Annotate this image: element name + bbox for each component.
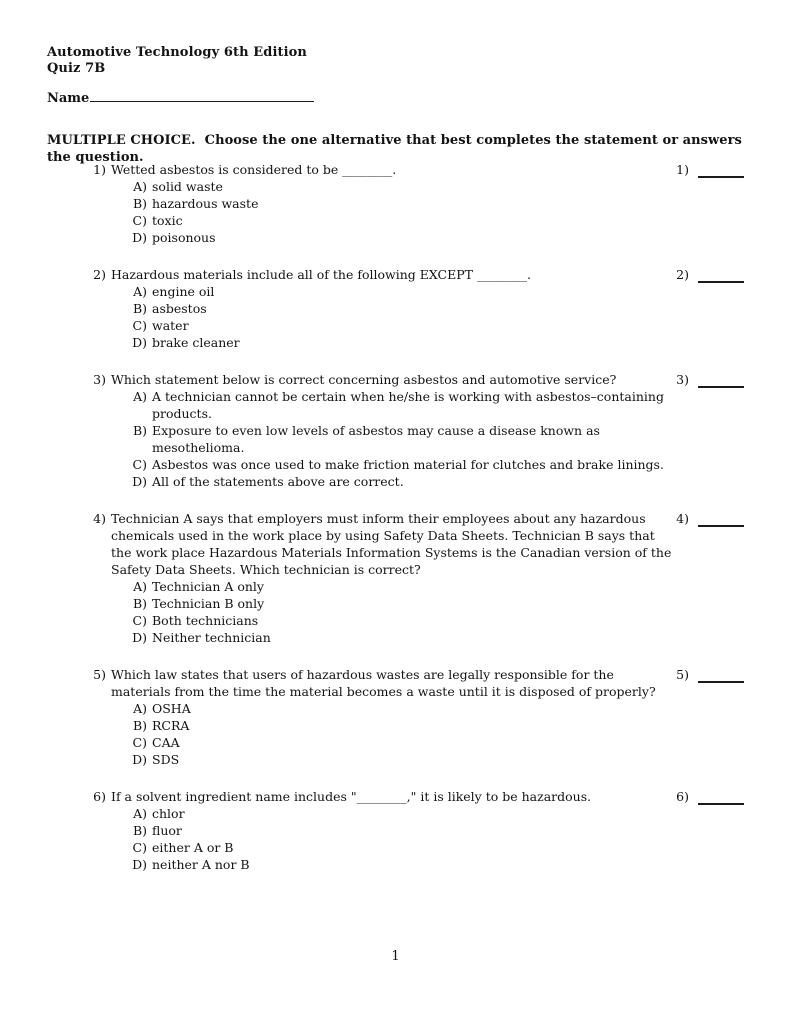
- answer-option: [129, 388, 673, 422]
- answer-option: [129, 334, 673, 351]
- question-block: [90, 666, 745, 768]
- option-text: OSHA: [152, 701, 191, 716]
- answer-cell: [673, 510, 745, 646]
- answer-option: [129, 717, 673, 734]
- answer-option: [129, 856, 673, 873]
- option-text: A technician cannot be certain when he/she is working with asbestos–containing products.: [152, 389, 664, 421]
- question-main: [90, 510, 673, 646]
- question-body: [111, 161, 673, 246]
- answer-blank[interactable]: [698, 371, 744, 388]
- option-text: Technician B only: [152, 596, 265, 611]
- option-text: Technician A only: [152, 579, 264, 594]
- answer-option: [129, 751, 673, 768]
- option-text: Asbestos was once used to make friction material for clutches and brake linings.: [152, 457, 664, 472]
- answer-number: 6): [676, 789, 689, 804]
- option-letter: B): [132, 596, 147, 611]
- answer-option: [129, 822, 673, 839]
- question-block: [90, 371, 745, 490]
- question-number: 6): [93, 789, 106, 804]
- answer-blank[interactable]: [698, 788, 744, 805]
- answer-cell: [673, 788, 745, 873]
- answer-option: [129, 456, 673, 473]
- question-body: [111, 788, 673, 873]
- questions-list: [90, 161, 745, 893]
- option-text: CAA: [152, 735, 180, 750]
- question-main: [90, 266, 673, 351]
- question-body: [111, 371, 673, 490]
- option-letter: A): [133, 701, 147, 716]
- answer-blank[interactable]: [698, 266, 744, 283]
- answer-blank[interactable]: [698, 510, 744, 527]
- question-options: [129, 178, 673, 246]
- question-number: 5): [93, 667, 106, 682]
- answer-option: [129, 473, 673, 490]
- answer-option: [129, 700, 673, 717]
- option-text: SDS: [152, 752, 180, 767]
- answer-option: [129, 805, 673, 822]
- answer-option: [129, 734, 673, 751]
- name-fill-line[interactable]: [90, 87, 314, 102]
- answer-cell: [673, 666, 745, 768]
- option-letter: A): [133, 389, 147, 404]
- question-options: [129, 578, 673, 646]
- answer-option: [129, 300, 673, 317]
- question-main: [90, 788, 673, 873]
- option-text: either A or B: [152, 840, 234, 855]
- answer-option: [129, 229, 673, 246]
- page-number: 1: [391, 949, 400, 964]
- question-options: [129, 388, 673, 490]
- option-text: poisonous: [152, 230, 216, 245]
- answer-number: 4): [676, 511, 689, 526]
- answer-option: [129, 839, 673, 856]
- answer-number: 5): [676, 667, 689, 682]
- answer-blank[interactable]: [698, 666, 744, 683]
- answer-option: [129, 629, 673, 646]
- question-text: Which law states that users of hazardous wastes are legally responsible for the materials from the time the material becomes a waste until it is disposed of properly?: [111, 667, 656, 699]
- option-letter: D): [132, 474, 147, 489]
- answer-cell: [673, 266, 745, 351]
- question-body: [111, 666, 673, 768]
- option-letter: B): [132, 196, 147, 211]
- option-text: brake cleaner: [152, 335, 240, 350]
- answer-option: [129, 422, 673, 456]
- answer-number: 3): [676, 372, 689, 387]
- option-letter: C): [132, 735, 147, 750]
- book-title: Automotive Technology 6th Edition: [47, 45, 307, 60]
- option-letter: C): [132, 613, 147, 628]
- question-main: [90, 161, 673, 246]
- option-letter: C): [132, 840, 147, 855]
- question-number: 1): [93, 162, 106, 177]
- question-text: Wetted asbestos is considered to be ________.: [111, 162, 397, 177]
- name-row: [47, 87, 314, 107]
- option-text: chlor: [152, 806, 185, 821]
- option-text: neither A nor B: [152, 857, 250, 872]
- option-letter: C): [132, 457, 147, 472]
- quiz-title: Quiz 7B: [47, 61, 106, 76]
- question-block: [90, 161, 745, 246]
- name-label: Name: [47, 91, 90, 106]
- option-text: RCRA: [152, 718, 190, 733]
- answer-option: [129, 317, 673, 334]
- answer-number: 1): [676, 162, 689, 177]
- option-letter: D): [132, 857, 147, 872]
- question-options: [129, 805, 673, 873]
- option-letter: B): [132, 823, 147, 838]
- option-letter: A): [133, 179, 147, 194]
- option-text: toxic: [152, 213, 183, 228]
- option-letter: A): [133, 579, 147, 594]
- option-letter: D): [132, 630, 147, 645]
- option-letter: D): [132, 230, 147, 245]
- option-letter: A): [133, 284, 147, 299]
- answer-cell: [673, 371, 745, 490]
- option-text: engine oil: [152, 284, 215, 299]
- option-letter: B): [132, 718, 147, 733]
- answer-number: 2): [676, 267, 689, 282]
- option-text: Neither technician: [152, 630, 271, 645]
- answer-option: [129, 212, 673, 229]
- question-text: Which statement below is correct concerning asbestos and automotive service?: [111, 372, 617, 387]
- question-number: 4): [93, 511, 106, 526]
- page-footer: [0, 948, 791, 965]
- question-main: [90, 371, 673, 490]
- question-body: [111, 266, 673, 351]
- question-text: Hazardous materials include all of the following EXCEPT ________.: [111, 267, 531, 282]
- question-text: Technician A says that employers must inform their employees about any hazardous chemicals used in the work place by using Safety Data Sheets. Technician B says that the work place Hazardous Materials Information Systems is the Canadian version of the Safety Data Sheets. Which technician is correct?: [111, 511, 672, 577]
- option-text: fluor: [152, 823, 182, 838]
- answer-option: [129, 195, 673, 212]
- option-text: solid waste: [152, 179, 223, 194]
- answer-option: [129, 283, 673, 300]
- answer-option: [129, 612, 673, 629]
- question-main: [90, 666, 673, 768]
- question-number: 3): [93, 372, 106, 387]
- question-number: 2): [93, 267, 106, 282]
- option-letter: C): [132, 318, 147, 333]
- answer-option: [129, 595, 673, 612]
- question-text: If a solvent ingredient name includes "________," it is likely to be hazardous.: [111, 789, 592, 804]
- question-body: [111, 510, 673, 646]
- question-options: [129, 700, 673, 768]
- answer-blank[interactable]: [698, 161, 744, 178]
- answer-option: [129, 578, 673, 595]
- option-letter: B): [132, 423, 147, 438]
- answer-cell: [673, 161, 745, 246]
- option-letter: A): [133, 806, 147, 821]
- option-letter: C): [132, 213, 147, 228]
- question-options: [129, 283, 673, 351]
- question-block: [90, 788, 745, 873]
- question-block: [90, 266, 745, 351]
- option-text: asbestos: [152, 301, 207, 316]
- option-text: water: [152, 318, 189, 333]
- option-text: Both technicians: [152, 613, 259, 628]
- option-text: All of the statements above are correct.: [152, 474, 404, 489]
- question-block: [90, 510, 745, 646]
- option-text: hazardous waste: [152, 196, 259, 211]
- option-letter: D): [132, 335, 147, 350]
- option-text: Exposure to even low levels of asbestos may cause a disease known as mesothelioma.: [152, 423, 600, 455]
- document-header: [47, 45, 307, 77]
- option-letter: D): [132, 752, 147, 767]
- option-letter: B): [132, 301, 147, 316]
- section-heading: MULTIPLE CHOICE. Choose the one alternative that best completes the statement or answers the question.: [47, 133, 747, 165]
- answer-option: [129, 178, 673, 195]
